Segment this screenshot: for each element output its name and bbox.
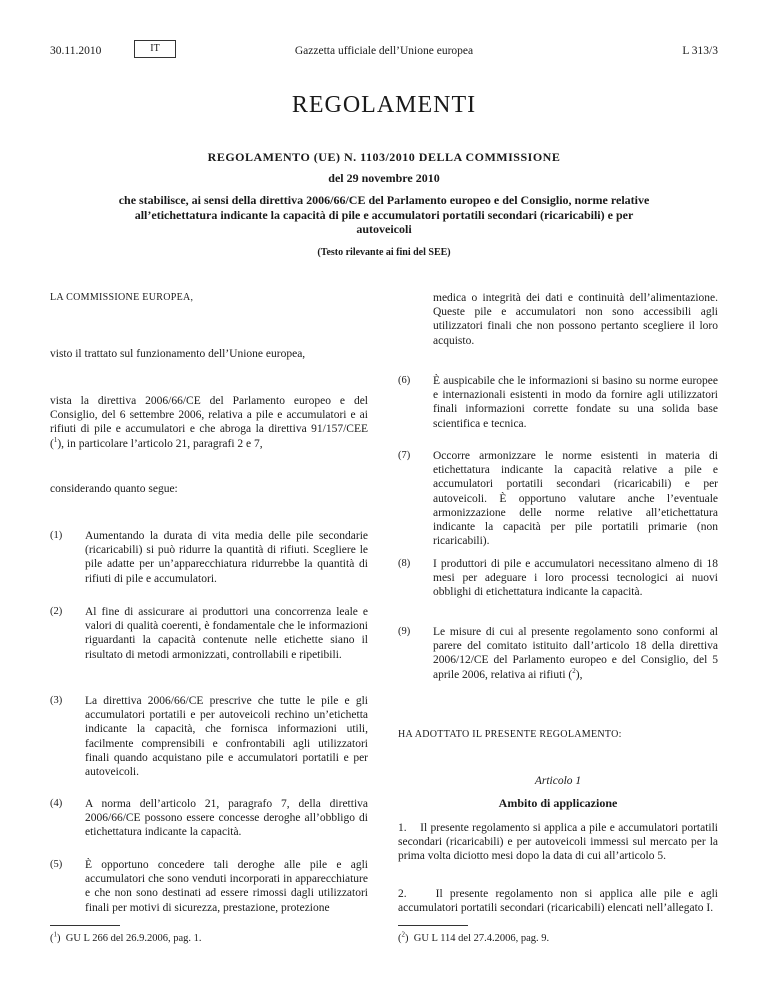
recital-5: (5) È opportuno concedere tali deroghe alle pile e agli accumulatori che sono venduti incorporati in apparecchiature e che non sono destinati ad essere rimossi dagli utilizzatori finali per motivi di sicurezza, prestazione, protezione	[50, 859, 368, 914]
section-title: REGOLAMENTI	[291, 92, 477, 118]
directive-citation: vista la direttiva 2006/66/CE del Parlamento europeo e del Consiglio, del 6 settembre 2006, relativa a pile e accumulatori e ai rifiuti di pile e accumulatori e che abroga la direttiva 91/157/CEE ($^1$), in particolare l’articolo 21, paragrafi 2 e 7,	[50, 395, 368, 450]
treaty-citation: visto il trattato sul funzionamento dell’Unione europea,	[50, 348, 306, 360]
recital-8: (8) I produttori di pile e accumulatori necessitano almeno di 18 mesi per adeguare i loro processi tecnologici ai nuovi obblighi di etichettatura indicante la capacità.	[398, 558, 718, 599]
regulation-date: del 29 novembre 2010	[328, 171, 440, 185]
recital-7: (7) Occorre armonizzare le norme esistenti in materia di etichettatura indicante la capacità relative a pile e accumulatori portatili secondari (ricaricabili) e per autoveicoli. È opportuno valutare anche l’eventuale armonizzazione delle norme relative all’etichettatura indicante la capacità per pile portatili primarie (non ricaricabili).	[398, 450, 718, 548]
footnote-divider	[50, 925, 120, 926]
article-1-paragraph-2: 2. Il presente regolamento non si applica alle pile e agli accumulatori portatili secondari (ricaricabili) elencati nell’allegato I.	[398, 888, 718, 915]
article-label: Articolo 1	[534, 775, 582, 787]
article-heading: Ambito di applicazione	[498, 796, 618, 810]
eea-relevance: (Testo rilevante ai fini del SEE)	[317, 247, 451, 258]
recital-3: (3) La direttiva 2006/66/CE prescrive che tutte le pile e gli accumulatori portatili e per autoveicoli rechino un’etichetta indicante la capacità, che fornisca informazioni utili, facilmente comprensibili e confrontabili agli utilizzatori finali quando acquistano pile e accumulatori portatili e per autoveicoli.	[50, 695, 368, 779]
footnote-ref-2: 2	[572, 666, 576, 675]
recital-6: (6) È auspicabile che le informazioni si basino su norme europee e internazionali esistenti in modo da fornire agli utilizzatori finali informazioni corrette fondate su una solida base scientifica e tecnica.	[398, 375, 718, 430]
commission-preamble: LA COMMISSIONE EUROPEA,	[50, 292, 194, 303]
recital-1: (1) Aumentando la durata di vita media delle pile secondarie (ricaricabili) si può ridurre la quantità di rifiuti. Scegliere le pile adatte per un’apparecchiatura ridurrebbe la quantità di rifiuti di pile e accumulatori.	[50, 530, 368, 585]
page-reference: L 313/3	[682, 45, 718, 57]
recital-4: (4) A norma dell’articolo 21, paragrafo 7, della direttiva 2006/66/CE possono essere concesse deroghe all’obbligo di etichettatura indicante la capacità.	[50, 798, 368, 839]
recital-9: (9) Le misure di cui al presente regolamento sono conformi al parere del comitato istituito dall’articolo 18 della direttiva 2006/12/CE del Parlamento europeo e del Consiglio, del 5 aprile 2006, relativa ai rifiuti ($^2$),	[398, 626, 718, 681]
footnote-divider-right	[398, 925, 468, 926]
recital-2: (2) Al fine di assicurare ai produttori una concorrenza leale e valori di qualità coerenti, è fondamentale che le informazioni riguardanti la capacità contenute nelle etichette siano il risultato di metodi armonizzati, controllabili e ripetibili.	[50, 606, 368, 661]
footnote-2: ($^2$) GU L 114 del 27.4.2006, pag. 9.	[398, 930, 550, 944]
journal-title: Gazzetta ufficiale dell’Unione europea	[294, 45, 474, 57]
language-badge: IT	[134, 40, 176, 58]
footnote-1: ($^1$) GU L 266 del 26.9.2006, pag. 1.	[50, 930, 202, 944]
regulation-title: REGOLAMENTO (UE) N. 1103/2010 DELLA COMMISSIONE	[207, 150, 561, 164]
footnote-ref-1: 1	[53, 435, 58, 444]
article-1-paragraph-1: 1. Il presente regolamento si applica a pile e accumulatori portatili secondari (ricaricabili) e per autoveicoli immessi sul mercato per la prima volta diciotto mesi dopo la data di cui all’articolo 5.	[398, 822, 719, 863]
regulation-subject: che stabilisce, ai sensi della direttiva 2006/66/CE del Parlamento europeo e del Consiglio, norme relative all’etichettatura indicante la capacità di pile e accumulatori portatili secondari (ricaricabili) e per autoveicoli	[118, 193, 650, 236]
considering-intro: considerando quanto segue:	[50, 483, 178, 495]
publication-date: 30.11.2010	[50, 45, 102, 57]
recital-5-continuation: medica o integrità dei dati e continuità dell’alimentazione. Queste pile e accumulatori non sono accessibili agli utilizzatori finali che non possono pertanto scegliere il loro acquisto.	[433, 292, 718, 347]
adoption-statement: HA ADOTTATO IL PRESENTE REGOLAMENTO:	[398, 729, 622, 740]
